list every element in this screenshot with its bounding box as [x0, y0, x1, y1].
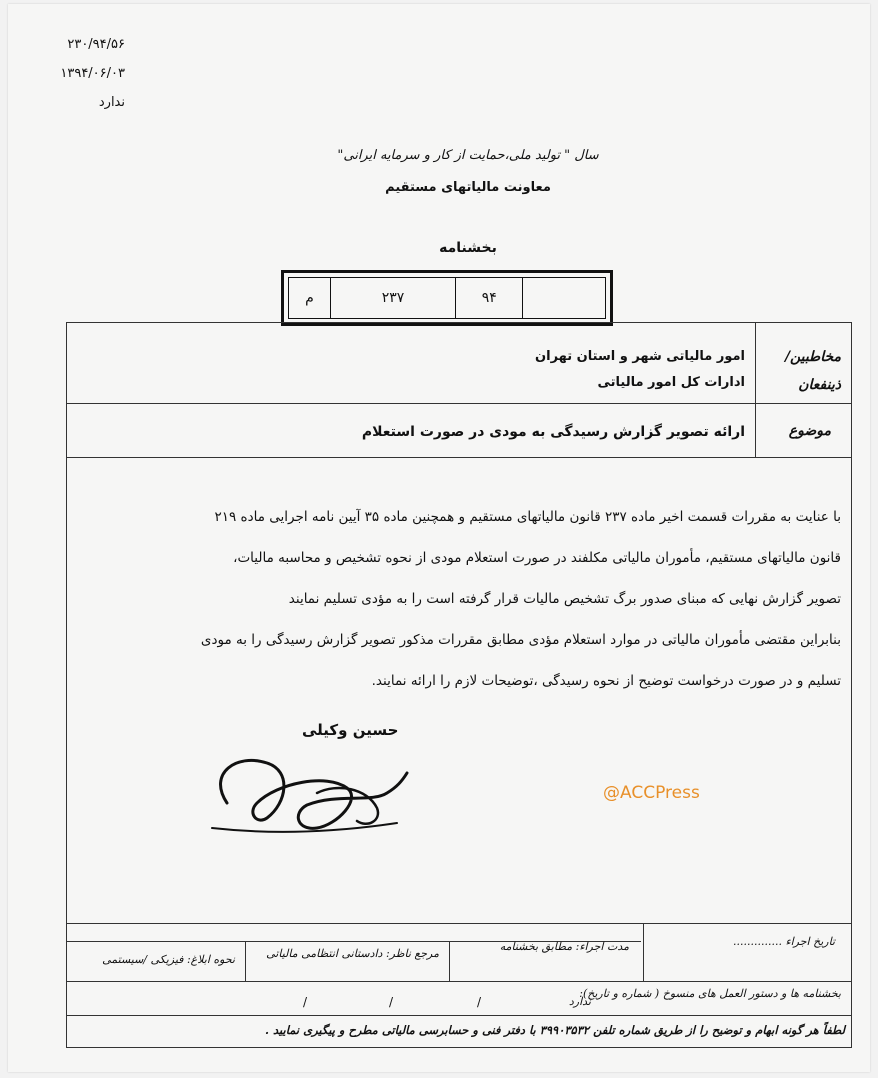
footer-row-divider	[67, 981, 851, 982]
contact-note: لطفاً هر گونه ابهام و توضیح را از طریق شماره تلفن ۳۹۹۰۳۵۳۲ با دفتر فنی و حسابرسی مالیاتی مطرح و پیگیری نمایید .	[265, 1023, 845, 1037]
signer-name: حسین وکیلی	[302, 721, 399, 739]
blank-separator: /	[477, 995, 482, 1009]
row-divider	[67, 403, 851, 404]
row-divider	[67, 457, 851, 458]
subject-label: موضوع	[788, 423, 831, 439]
label-column-divider	[755, 323, 756, 457]
number-cell-blank	[522, 278, 605, 318]
number-cell-serial: ۲۳۷	[330, 278, 455, 318]
circular-number-box	[281, 270, 613, 326]
recipient-line-2: ادارات کل امور مالیاتی	[597, 375, 745, 390]
execution-period: مدت اجراء: مطابق بخشنامه	[499, 940, 629, 953]
body-line: تسلیم و در صورت درخواست توضیح از نحوه رسیدگی ،توضیحات لازم را ارائه نمایند.	[371, 673, 841, 689]
footer-divider	[643, 923, 644, 981]
notification-method: نحوه ابلاغ: فیزیکی /سیستمی	[102, 953, 235, 966]
execution-date: تاریخ اجراء ..............	[733, 935, 835, 948]
year-slogan: سال " تولید ملی،حمایت از کار و سرمایه ایرانی"	[337, 148, 599, 163]
body-line: قانون مالیاتهای مستقیم، مأموران مالیاتی مکلفند در صورت استعلام مودی از نحوه تشخیص و محاسبه مالیات،	[233, 550, 841, 566]
document-number: ۲۳۰/۹۴/۵۶	[67, 37, 125, 52]
footer-row-divider	[67, 1015, 851, 1016]
recipients-label: مخاطبین/ ذینفعان	[784, 349, 841, 393]
circular-body	[77, 497, 841, 702]
body-line: تصویر گزارش نهایی که مبنای صدور برگ تشخیص مالیات قرار گرفته است را به مؤدی تسلیم نمایند	[288, 591, 841, 607]
circular-frame	[66, 322, 852, 1048]
supervisory-reference: مرجع ناظر: دادستانی انتظامی مالیاتی	[266, 947, 439, 960]
department-name: معاونت مالیاتهای مستقیم	[385, 180, 551, 195]
number-cell-code: م	[305, 290, 314, 306]
number-cell-year: ۹۴	[455, 278, 522, 318]
abrogated-circulars-value: ندارد	[568, 995, 591, 1008]
body-line: با عنایت به مقررات قسمت اخیر ماده ۲۳۷ قانون مالیاتهای مستقیم و همچنین ماده ۳۵ آیین نامه اجرایی ماده ۲۱۹	[214, 509, 841, 525]
footer-divider	[449, 941, 450, 981]
circular-title: بخشنامه	[439, 240, 497, 256]
subject-text: ارائه تصویر گزارش رسیدگی به مودی در صورت استعلام	[361, 424, 745, 440]
body-line: بنابراین مقتضی مأموران مالیاتی در موارد استعلام مؤدی مطابق مقررات مذکور تصویر گزارش رسیدگی را به مودی	[200, 632, 841, 648]
footer-top-border	[67, 923, 851, 924]
signature-image	[197, 733, 427, 843]
recipient-line-1: امور مالیاتی شهر و استان تهران	[535, 349, 745, 364]
abrogated-circulars-label: بخشنامه ها و دستور العمل های منسوخ ( شماره و تاریخ):	[579, 987, 841, 1000]
blank-separator: /	[303, 995, 308, 1009]
document-attachment: ندارد	[98, 95, 125, 110]
watermark-text: @ACCPress	[603, 783, 700, 803]
blank-separator: /	[389, 995, 394, 1009]
document-date: ۱۳۹۴/۰۶/۰۳	[60, 66, 125, 81]
document-meta	[5, 30, 125, 117]
footer-divider	[245, 941, 246, 981]
document-page	[8, 4, 870, 1072]
